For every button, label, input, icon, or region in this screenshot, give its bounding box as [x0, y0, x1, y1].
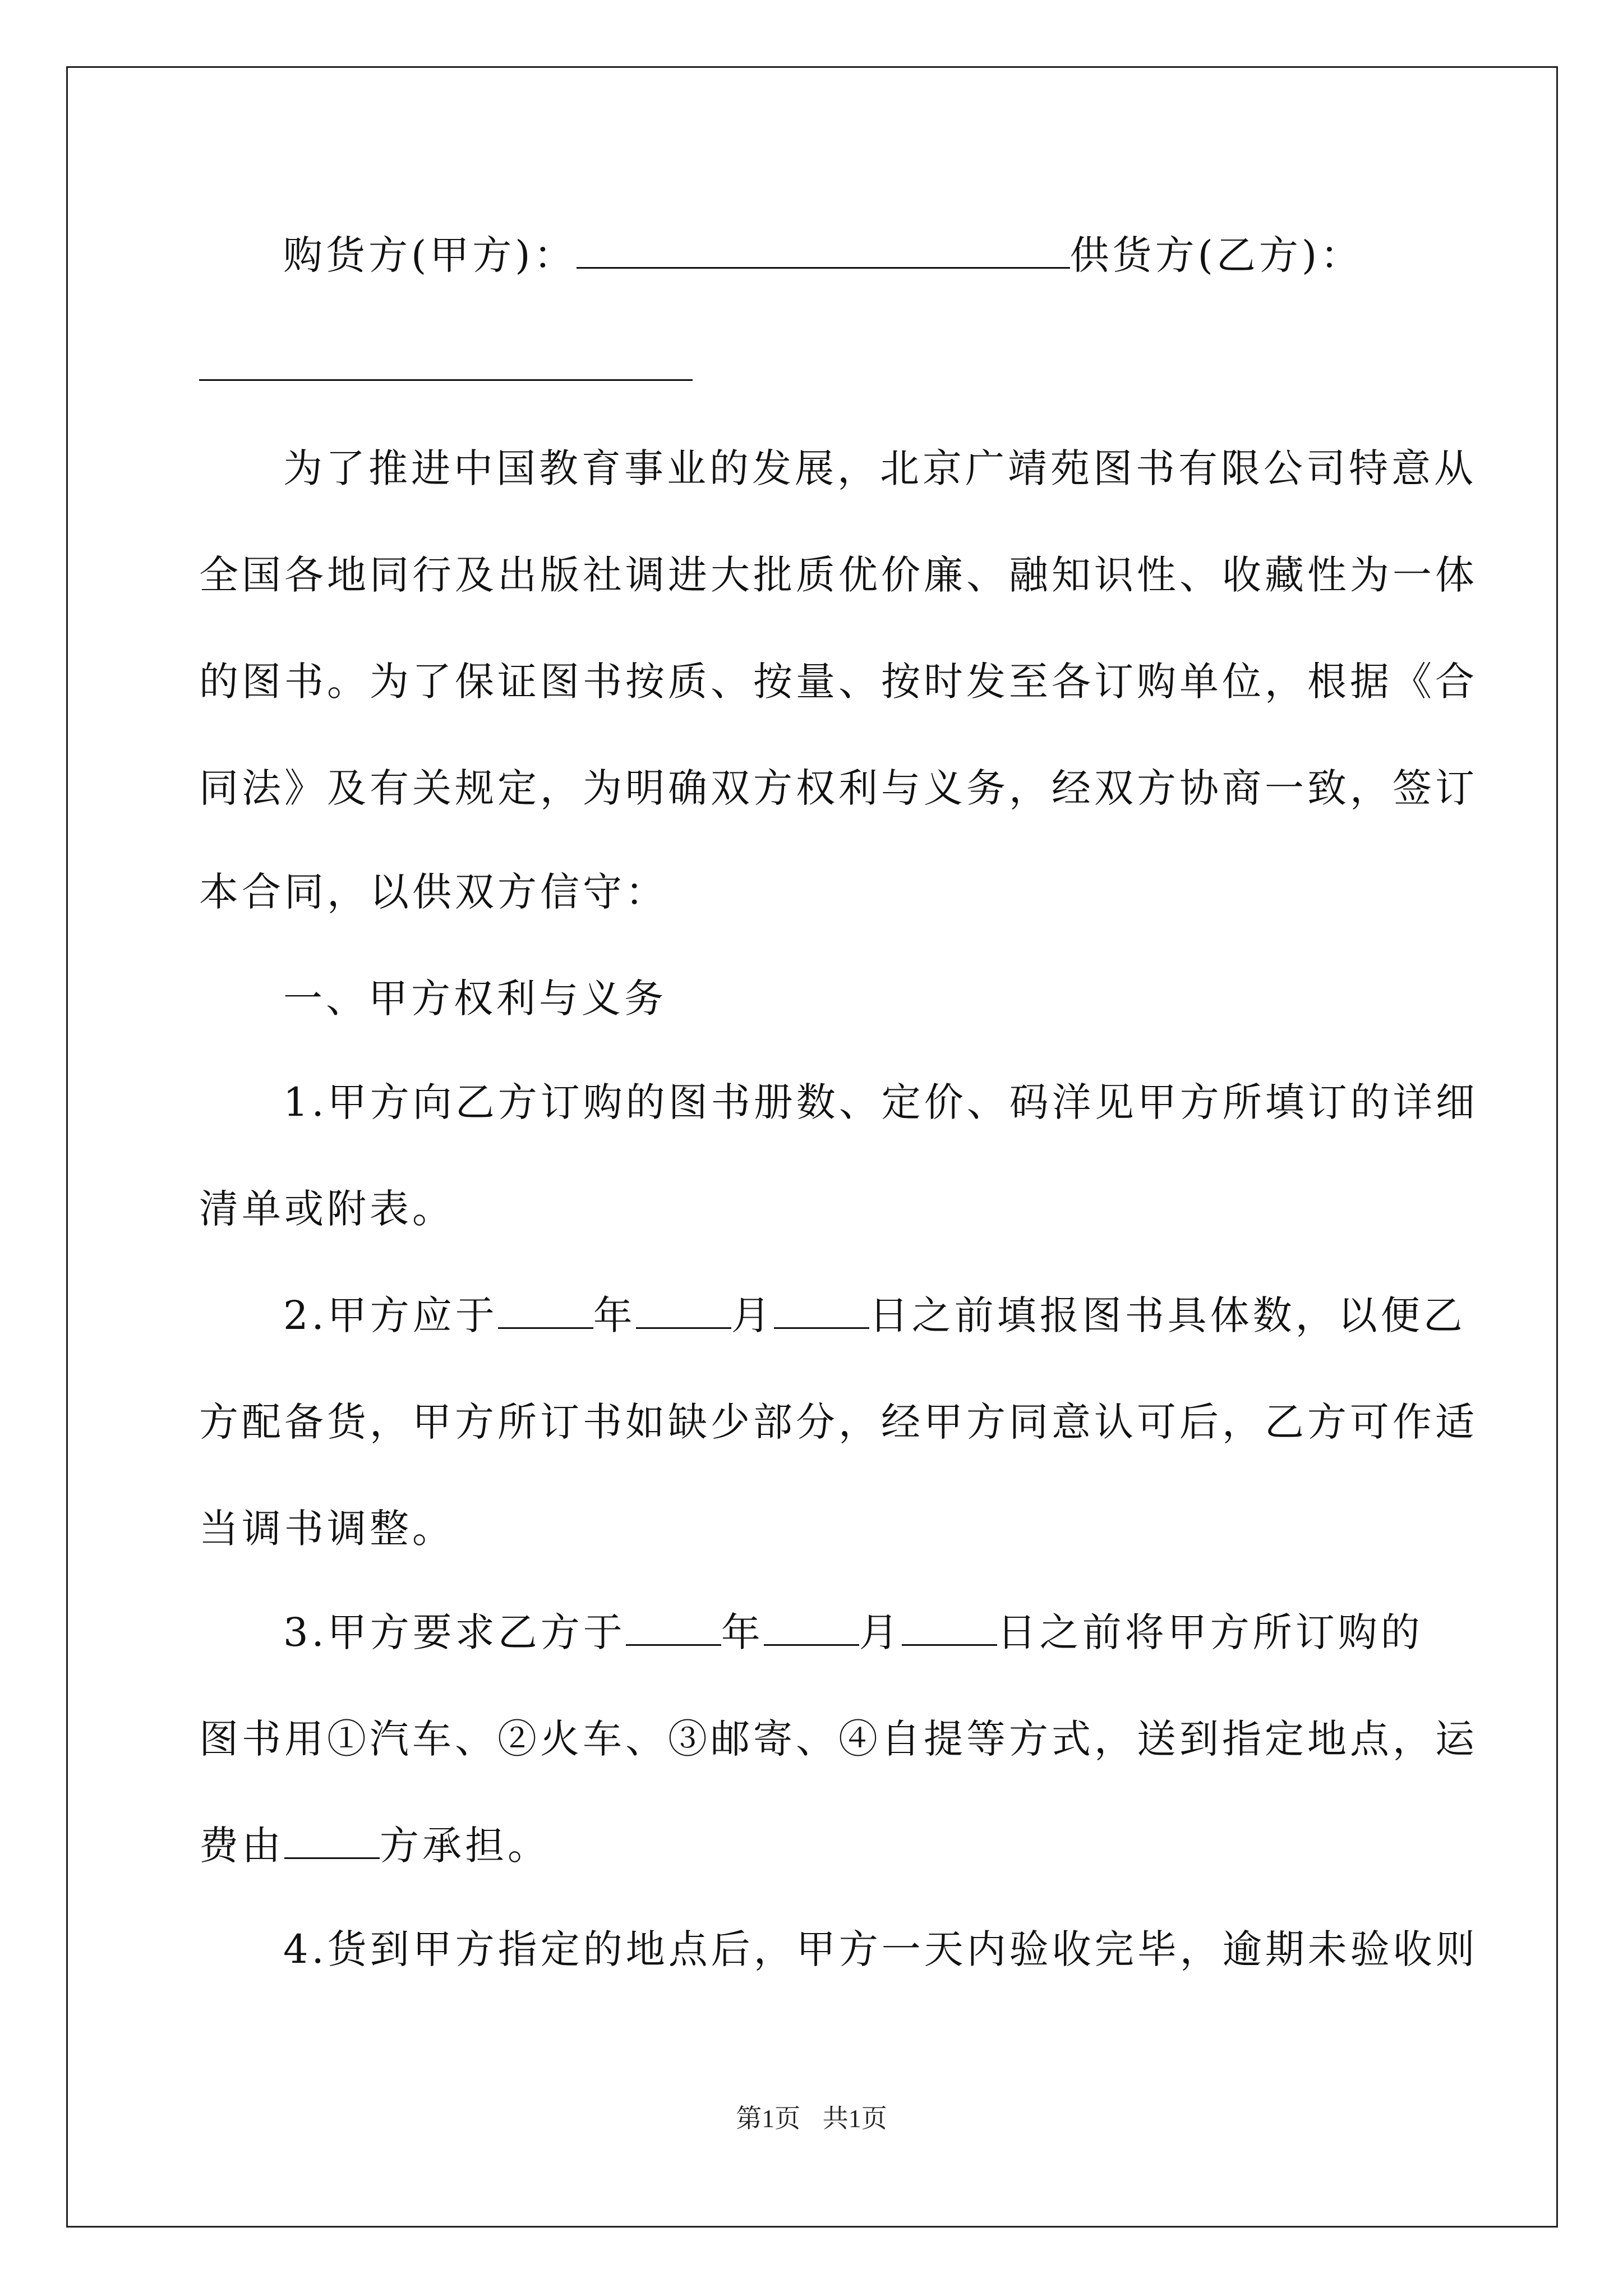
- text-segment: 费由: [199, 1823, 284, 1869]
- text-segment: 当调书调整。: [199, 1506, 455, 1552]
- text-line: [199, 550, 1478, 600]
- text-line: [199, 1820, 1427, 1871]
- text-segment: 清单或附表。: [199, 1186, 455, 1232]
- text-line: [199, 443, 1477, 494]
- fill-in-blank[interactable]: [199, 343, 693, 381]
- text-segment: 方配备货，甲方所订书如缺少部分，经甲方同意认可后，乙方可作适: [199, 1399, 1478, 1445]
- text-segment: 3.甲方要求乙方于: [283, 1609, 626, 1655]
- fill-in-blank[interactable]: [636, 1291, 731, 1329]
- text-segment: 年: [593, 1292, 636, 1338]
- text-segment: 的图书。为了保证图书按质、按量、按时发至各订购单位，根据《合: [199, 659, 1478, 705]
- text-line: [199, 1924, 1478, 1975]
- fill-in-blank[interactable]: [284, 1821, 380, 1859]
- text-segment: 本合同，以供双方信守：: [199, 869, 668, 915]
- text-segment: 月: [859, 1609, 902, 1655]
- fill-in-blank[interactable]: [764, 1608, 859, 1646]
- fill-in-blank[interactable]: [498, 1291, 593, 1329]
- text-segment: 同法》及有关规定，为明确双方权利与义务，经双方协商一致，签订: [199, 765, 1478, 811]
- text-line: [199, 1184, 1427, 1234]
- page-footer: [0, 2098, 1623, 2135]
- text-line: [199, 867, 1427, 917]
- text-line: [199, 973, 1427, 1024]
- text-line: [199, 1607, 1427, 1658]
- text-segment: 全国各地同行及出版社调进大批质优价廉、融知识性、收藏性为一体: [199, 552, 1478, 598]
- text-line: [199, 656, 1478, 707]
- text-segment: 2.甲方应于: [283, 1292, 498, 1338]
- text-line: [199, 1290, 1466, 1341]
- text-segment: 月: [731, 1292, 774, 1338]
- fill-in-blank[interactable]: [577, 231, 1070, 269]
- fill-in-blank[interactable]: [626, 1608, 721, 1646]
- text-segment: 供货方(乙方)：: [1069, 232, 1363, 278]
- text-segment: 图书用①汽车、②火车、③邮寄、④自提等方式，送到指定地点，运: [199, 1716, 1478, 1762]
- text-segment: 方承担。: [380, 1823, 550, 1869]
- page-total: 共1页: [822, 2104, 887, 2133]
- text-segment: 日之前将甲方所订购的: [997, 1609, 1423, 1655]
- text-line: [199, 230, 1427, 280]
- text-segment: 1.甲方向乙方订购的图书册数、定价、码洋见甲方所填订的详细: [283, 1079, 1478, 1125]
- text-segment: 为了推进中国教育事业的发展，北京广靖苑图书有限公司特意从: [283, 445, 1477, 491]
- text-segment: 一、甲方权利与义务: [283, 976, 667, 1022]
- text-line: [199, 1077, 1478, 1128]
- text-line: [199, 342, 1427, 393]
- page-number: 第1页: [736, 2104, 801, 2133]
- text-segment: 日之前填报图书具体数，以便乙: [869, 1292, 1466, 1338]
- text-segment: 年: [721, 1609, 764, 1655]
- text-line: [199, 1503, 1427, 1554]
- text-segment: 购货方(甲方)：: [283, 232, 577, 278]
- text-line: [199, 763, 1478, 813]
- text-line: [199, 1714, 1478, 1764]
- text-segment: 4.货到甲方指定的地点后，甲方一天内验收完毕，逾期未验收则: [283, 1926, 1478, 1972]
- fill-in-blank[interactable]: [774, 1291, 869, 1329]
- text-line: [199, 1397, 1478, 1447]
- fill-in-blank[interactable]: [902, 1608, 997, 1646]
